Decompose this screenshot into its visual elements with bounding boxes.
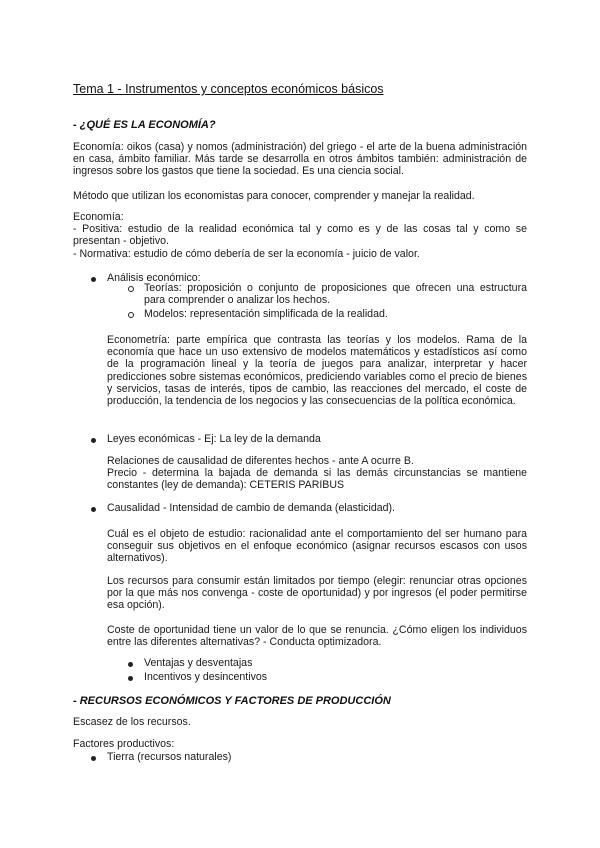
paragraph-relaciones: Relaciones de causalidad de diferentes hechos - ante A ocurre B. — [107, 455, 414, 467]
paragraph-recursos: Los recursos para consumir están limitados por tiempo (elegir: renunciar otras opciones por la que más nos convenga - coste de oportunidad) y por ingresos (el poder permitirse esa opción). — [107, 575, 527, 612]
paragraph-objeto: Cuál es el objeto de estudio: racionalidad ante el comportamiento del ser humano para conseguir sus objetivos en el enfoque económico (asignar recursos escasos con usos alternativos). — [107, 528, 527, 565]
sub-bullet-icon — [128, 286, 134, 292]
list-item-causalidad: Causalidad - Intensidad de cambio de demanda (elasticidad). — [107, 502, 395, 514]
sub-item-teorias: Teorías: proposición o conjunto de proposiciones que ofrecen una estructura para comprender o analizar los hechos. — [144, 282, 527, 307]
list-item-incentivos: Incentivos y desincentivos — [144, 671, 268, 683]
paragraph-escasez: Escasez de los recursos. — [73, 716, 191, 728]
bullet-icon — [91, 507, 96, 512]
bullet-icon — [128, 676, 133, 681]
bullet-icon — [128, 662, 133, 667]
paragraph-definition: Economía: oikos (casa) y nomos (administración) del griego - el arte de la buena administración en casa, ámbito familiar. Más tarde se desarrolla en otros ámbitos también: administración de ingresos sobre los gastos que tiene la sociedad. Es una ciencia social. — [73, 141, 527, 178]
sub-bullet-icon — [128, 312, 134, 318]
sub-item-modelos: Modelos: representación simplificada de la realidad. — [144, 308, 388, 320]
paragraph-coste: Coste de oportunidad tiene un valor de lo que se renuncia. ¿Cómo eligen los individuos entre las diferentes alternativas? - Conducta optimizadora. — [107, 624, 527, 649]
paragraph-econometria: Econometría: parte empírica que contrasta las teorías y los modelos. Rama de la economía que hace un uso extensivo de modelos matemáticos y estadísticos así como de la programación lineal y la teoría de juegos para analizar, interpretar y hacer predicciones sobre sistemas económicos, prediciendo variables como el precio de bienes y servicios, tasas de interés, tipos de cambio, las reacciones del mercado, el coste de producción, la tendencia de los negocios y las consecuencias de la política económica. — [107, 334, 527, 408]
section-heading-economia: - ¿QUÉ ES LA ECONOMÍA? — [73, 119, 216, 131]
economia-label: Economía: — [73, 211, 124, 223]
bullet-icon — [91, 756, 96, 761]
section-heading-recursos: - RECURSOS ECONÓMICOS Y FACTORES DE PRODUCCIÓN — [73, 695, 391, 707]
economia-normativa: - Normativa: estudio de cómo debería de ser la economía - juicio de valor. — [73, 248, 420, 260]
list-item-analisis: Análisis económico: — [107, 272, 201, 284]
bullet-icon — [91, 277, 96, 282]
factores-label: Factores productivos: — [73, 738, 175, 750]
page-title: Tema 1 - Instrumentos y conceptos económicos básicos — [73, 82, 384, 96]
paragraph-precio: Precio - determina la bajada de demanda si las demás circunstancias se mantiene constantes (ley de demanda): CETERIS PARIBUS — [107, 467, 527, 492]
list-item-leyes: Leyes económicas - Ej: La ley de la demanda — [107, 433, 321, 445]
bullet-icon — [91, 438, 96, 443]
list-item-ventajas: Ventajas y desventajas — [144, 657, 253, 669]
economia-positiva: - Positiva: estudio de la realidad económica tal y como es y de las cosas tal y como se presentan - objetivo. — [73, 223, 527, 248]
paragraph-metodo: Método que utilizan los economistas para conocer, comprender y manejar la realidad. — [73, 190, 475, 202]
list-item-tierra: Tierra (recursos naturales) — [107, 751, 232, 763]
